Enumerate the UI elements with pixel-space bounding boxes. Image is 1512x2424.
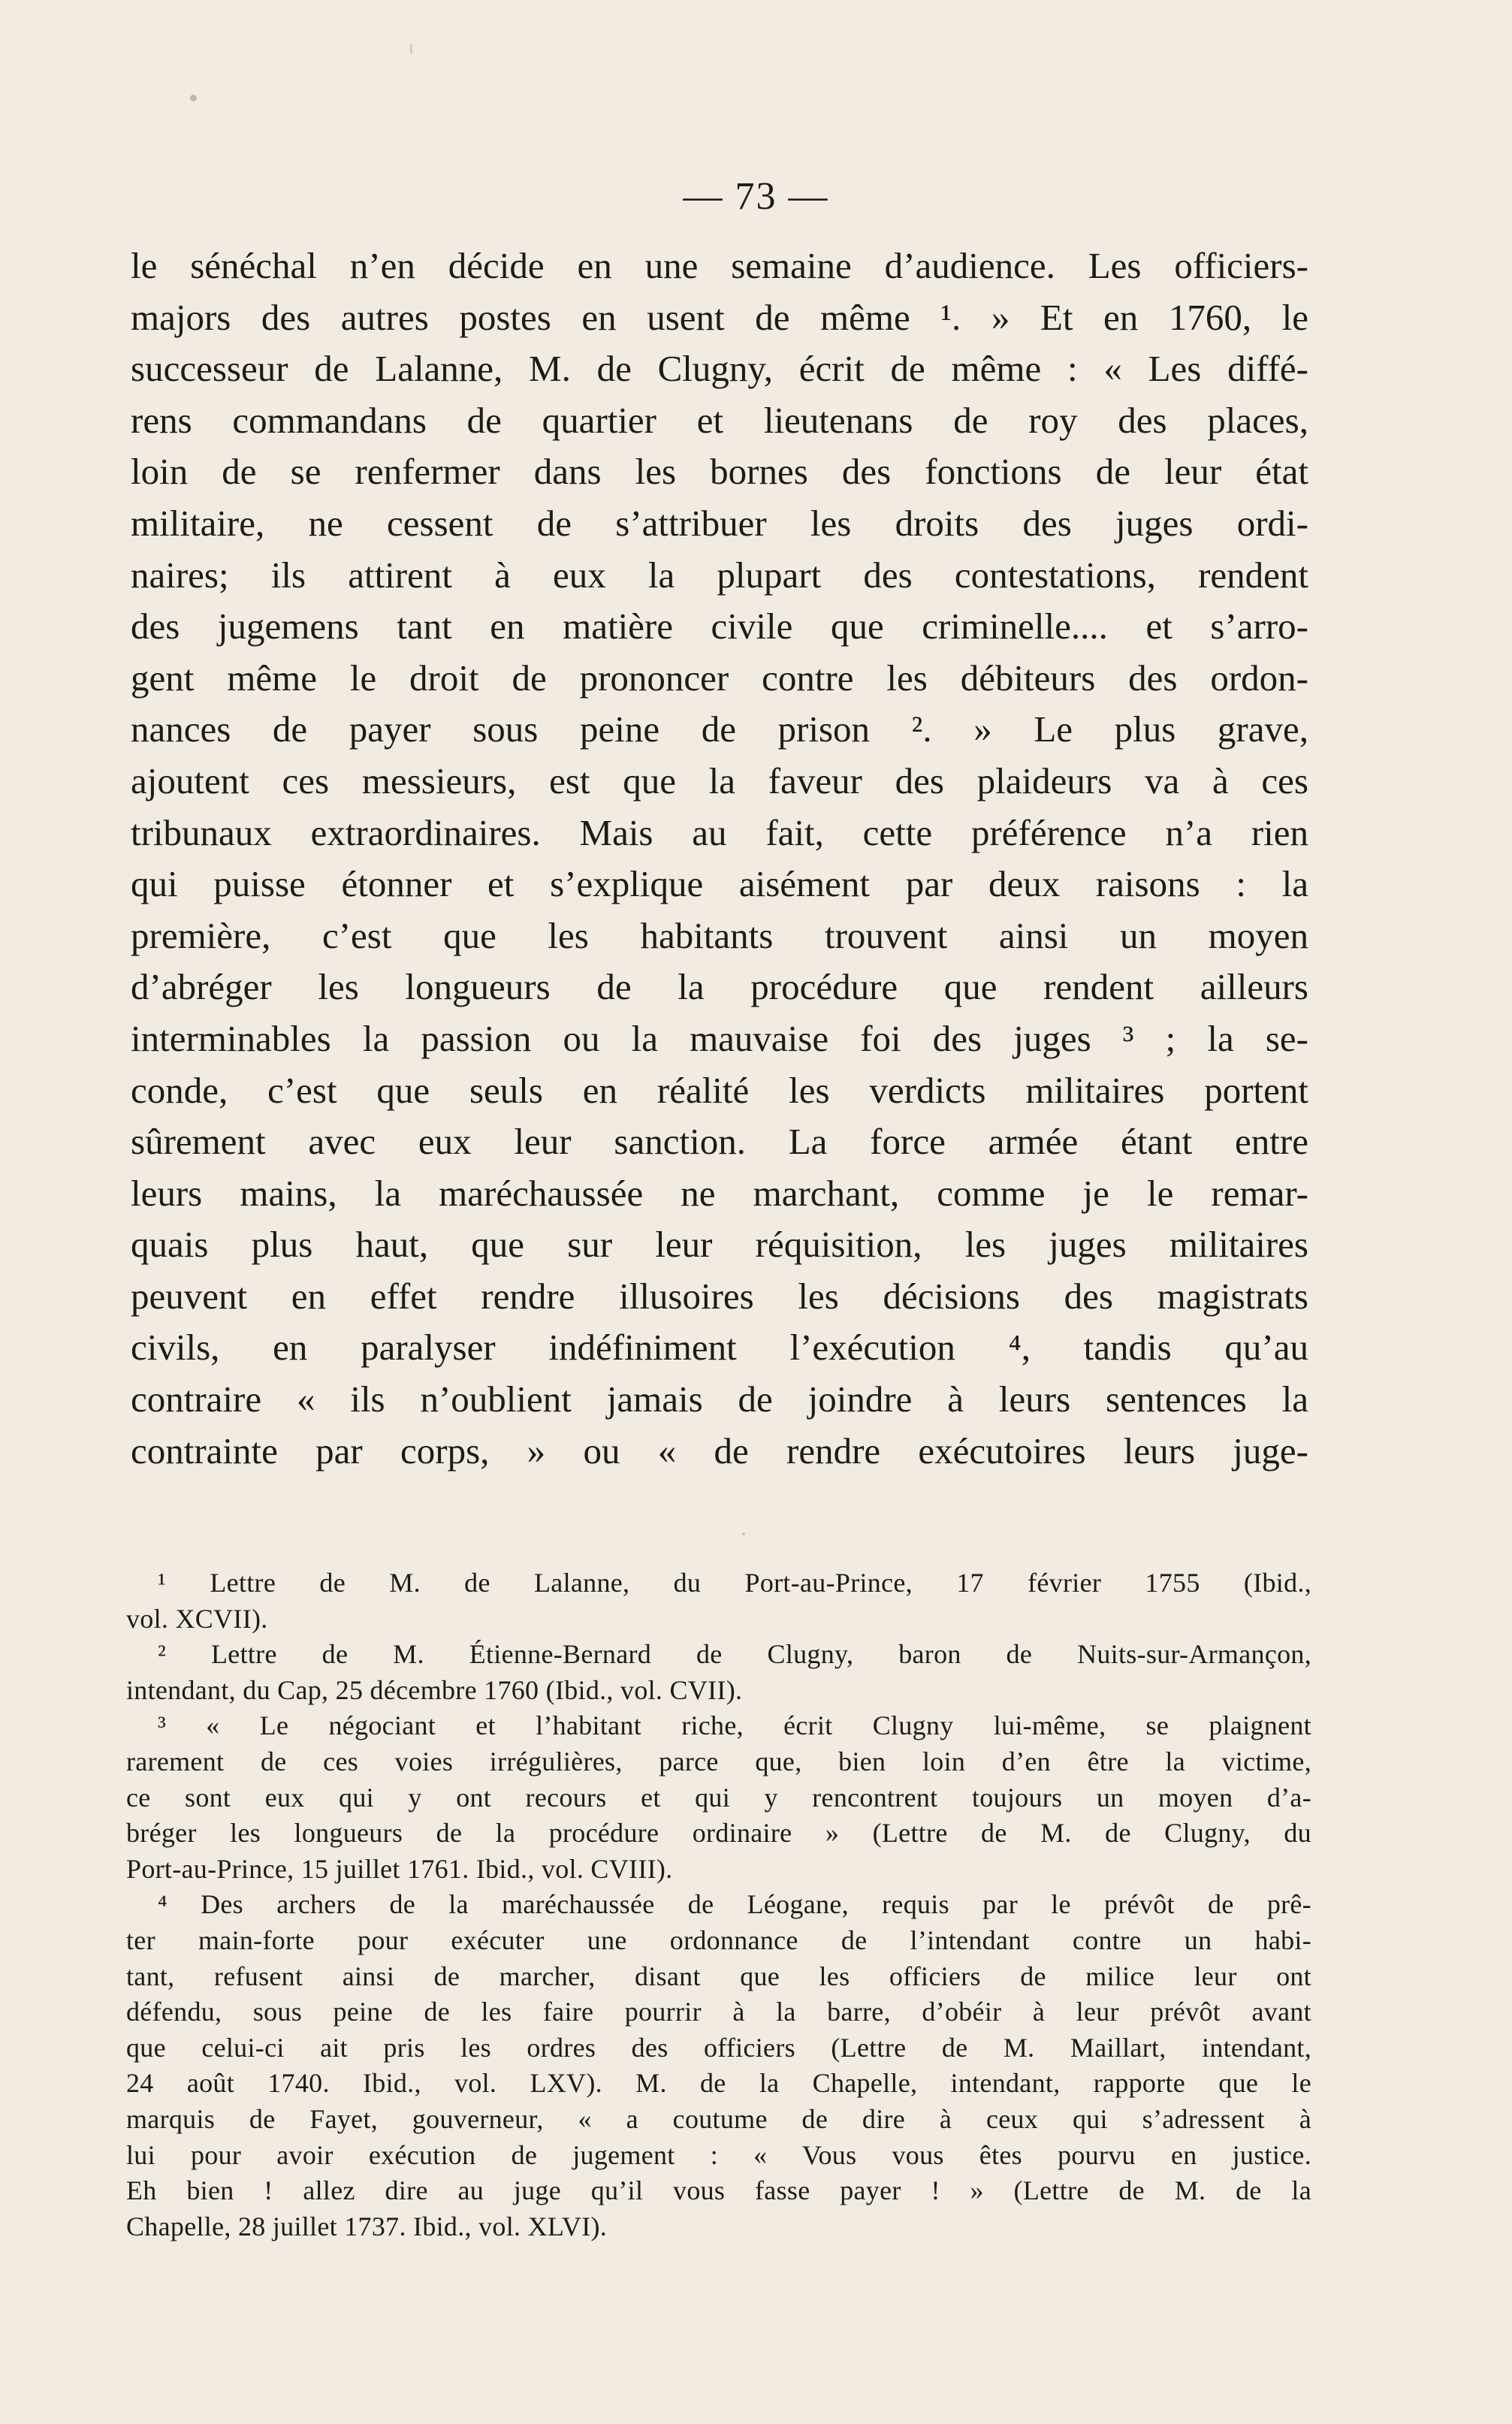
text-line: le sénéchal n’en décide en une semaine d’audience. Les officiers- <box>131 245 1308 286</box>
footnotes <box>126 1565 1311 2244</box>
footnote-line: Eh bien ! allez dire au juge qu’il vous fasse payer ! » (Lettre de M. de la <box>126 2175 1311 2206</box>
text-line: contraire « ils n’oublient jamais de joindre à leurs sentences la <box>131 1378 1308 1420</box>
text-line: des jugemens tant en matière civile que criminelle.... et s’arro- <box>131 605 1308 648</box>
footnote-line: que celui-ci ait pris les ordres des officiers (Lettre de M. Maillart, intendant, <box>126 2032 1311 2063</box>
text-line: naires; ils attirent à eux la plupart des contestations, rendent <box>131 554 1308 596</box>
paper-speck <box>190 95 197 101</box>
text-line: militaire, ne cessent de s’attribuer les droits des juges ordi- <box>131 502 1308 544</box>
footnote-line: rarement de ces voies irrégulières, parce que, bien loin d’en être la victime, <box>126 1746 1311 1776</box>
footnote-line: ter main-forte pour exécuter une ordonnance de l’intendant contre un habi- <box>126 1924 1311 1955</box>
text-line: d’abréger les longueurs de la procédure que rendent ailleurs <box>131 966 1308 1008</box>
footnote-line: marquis de Fayet, gouverneur, « a coutume de dire à ceux qui s’adressent à <box>126 2103 1311 2134</box>
text-line: majors des autres postes en usent de même ¹. » Et en 1760, le <box>131 296 1308 338</box>
text-line: première, c’est que les habitants trouvent ainsi un moyen <box>131 914 1308 956</box>
text-line: civils, en paralyser indéfiniment l’exécution ⁴, tandis qu’au <box>131 1327 1308 1369</box>
text-line: successeur de Lalanne, M. de Clugny, écrit de même : « Les diffé- <box>131 348 1308 390</box>
paper-speck <box>410 44 412 54</box>
footnote-line: ² Lettre de M. Étienne-Bernard de Clugny, baron de Nuits-sur-Armançon, <box>158 1639 1311 1670</box>
footnote-line: ce sont eux qui y ont recours et qui y rencontrent toujours un moyen d’a- <box>126 1782 1311 1813</box>
text-line: rens commandans de quartier et lieutenans de roy des places, <box>131 399 1308 441</box>
footnote-line: intendant, du Cap, 25 décembre 1760 (Ibid., vol. CVII). <box>126 1674 743 1705</box>
paper-speck <box>742 1532 745 1535</box>
footnote-line: ⁴ Des archers de la maréchaussée de Léogane, requis par le prévôt de prê- <box>158 1889 1311 1920</box>
footnote-line: Chapelle, 28 juillet 1737. Ibid., vol. XLVI). <box>126 2211 608 2241</box>
text-line: tribunaux extraordinaires. Mais au fait, cette préférence n’a rien <box>131 811 1308 853</box>
text-line: ajoutent ces messieurs, est que la faveur des plaideurs va à ces <box>131 759 1308 801</box>
text-line: contrainte par corps, » ou « de rendre exécutoires leurs juge- <box>131 1429 1308 1472</box>
footnote-line: vol. XCVII). <box>126 1603 268 1634</box>
text-line: qui puisse étonner et s’explique aisément par deux raisons : la <box>131 863 1308 905</box>
text-line: peuvent en effet rendre illusoires les décisions des magistrats <box>131 1275 1308 1317</box>
text-line: nances de payer sous peine de prison ². » Le plus grave, <box>131 708 1308 750</box>
text-line: interminables la passion ou la mauvaise foi des juges ³ ; la se- <box>131 1017 1308 1059</box>
footnote-line: Port-au-Prince, 15 juillet 1761. Ibid., vol. CVIII). <box>126 1853 673 1884</box>
page-number: — 73 — <box>683 175 829 218</box>
footnote-line: ³ « Le négociant et l’habitant riche, écrit Clugny lui-même, se plaignent <box>158 1710 1311 1741</box>
text-line: gent même le droit de prononcer contre les débiteurs des ordon- <box>131 657 1308 699</box>
footnote-line: bréger les longueurs de la procédure ordinaire » (Lettre de M. de Clugny, du <box>126 1818 1311 1849</box>
text-line: loin de se renfermer dans les bornes des fonctions de leur état <box>131 451 1308 493</box>
text-line: quais plus haut, que sur leur réquisition, les juges militaires <box>131 1224 1308 1266</box>
footnote-line: 24 août 1740. Ibid., vol. LXV). M. de la Chapelle, intendant, rapporte que le <box>126 2068 1311 2099</box>
text-line: sûrement avec eux leur sanction. La force armée étant entre <box>131 1121 1308 1163</box>
footnote-line: lui pour avoir exécution de jugement : « Vous vous êtes pourvu en justice. <box>126 2139 1311 2170</box>
footnote-line: défendu, sous peine de les faire pourrir à la barre, d’obéir à leur prévôt avant <box>126 1997 1311 2027</box>
footnote-line: tant, refusent ainsi de marcher, disant que les officiers de milice leur ont <box>126 1961 1311 1991</box>
text-line: conde, c’est que seuls en réalité les verdicts militaires portent <box>131 1069 1308 1111</box>
main-text <box>131 240 1308 1477</box>
footnote-line: ¹ Lettre de M. de Lalanne, du Port-au-Prince, 17 février 1755 (Ibid., <box>158 1568 1311 1598</box>
text-line: leurs mains, la maréchaussée ne marchant, comme je le remar- <box>131 1172 1308 1214</box>
